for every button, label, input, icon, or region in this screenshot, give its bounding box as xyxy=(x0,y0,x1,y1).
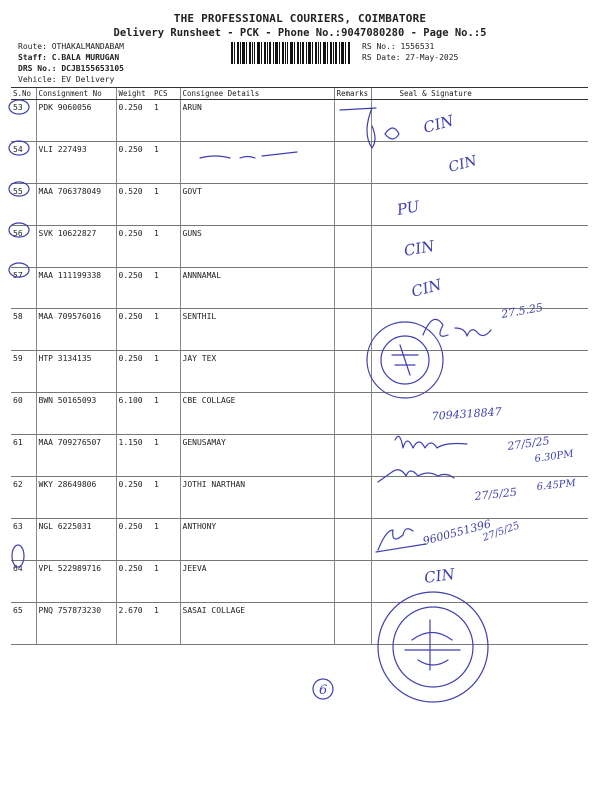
cell-remarks xyxy=(334,518,371,560)
cell-seal-signature xyxy=(371,183,588,225)
table-header-row xyxy=(11,88,588,100)
cell-weight: 0.250 xyxy=(116,560,152,602)
col-consignment-no: Consignment No xyxy=(36,88,116,100)
cell-seal-signature xyxy=(371,602,588,644)
cell-seal-signature xyxy=(371,267,588,309)
table-row xyxy=(11,602,588,644)
cell-sno: 56 xyxy=(11,225,36,267)
cell-weight: 0.250 xyxy=(116,100,152,142)
cell-consignee: JAY TEX xyxy=(180,351,334,393)
cell-consignee: ANNNAMAL xyxy=(180,267,334,309)
col-consignee-details: Consignee Details xyxy=(180,88,334,100)
cell-remarks xyxy=(334,393,371,435)
cell-weight: 0.250 xyxy=(116,351,152,393)
hand-phone-63: 9600551396 xyxy=(421,517,493,548)
cell-pcs: 1 xyxy=(152,435,180,477)
cell-seal-signature xyxy=(371,100,588,142)
rs-no-value: 1556531 xyxy=(400,42,435,51)
cell-sno: 61 xyxy=(11,435,36,477)
cell-remarks xyxy=(334,267,371,309)
cell-remarks xyxy=(334,351,371,393)
table-row xyxy=(11,435,588,477)
staff-line xyxy=(18,53,119,63)
cell-remarks xyxy=(334,225,371,267)
hand-date-61: 27/5/25 xyxy=(506,434,551,453)
cell-consignment-no: PNQ 757873230 xyxy=(36,602,116,644)
table-row xyxy=(11,183,588,225)
staff-label: Staff: xyxy=(18,53,47,62)
cell-remarks xyxy=(334,602,371,644)
cell-pcs: 1 xyxy=(152,351,180,393)
cell-consignee: JEEVA xyxy=(180,560,334,602)
cell-pcs: 1 xyxy=(152,267,180,309)
cell-consignment-no: WKY 28649806 xyxy=(36,477,116,519)
cell-consignment-no: MAA 709576016 xyxy=(36,309,116,351)
hand-cin-4: CIN xyxy=(409,275,444,301)
rs-date-line xyxy=(362,53,458,63)
cell-remarks xyxy=(334,309,371,351)
cell-pcs: 1 xyxy=(152,309,180,351)
cell-weight: 6.100 xyxy=(116,393,152,435)
table-row xyxy=(11,351,588,393)
cell-sno: 58 xyxy=(11,309,36,351)
hand-date-58: 27.5.25 xyxy=(500,300,544,321)
staff-value: C.BALA MURUGAN xyxy=(51,53,120,62)
cell-weight: 0.250 xyxy=(116,518,152,560)
cell-pcs: 1 xyxy=(152,518,180,560)
cell-consignee: GUNS xyxy=(180,225,334,267)
cell-seal-signature xyxy=(371,393,588,435)
rs-date-value: 27-May-2025 xyxy=(405,53,459,62)
cell-weight: 0.250 xyxy=(116,225,152,267)
hand-cin-3: CIN xyxy=(402,236,436,260)
rs-date-label: RS Date: xyxy=(362,53,401,62)
cell-weight: 2.670 xyxy=(116,602,152,644)
cell-remarks xyxy=(334,141,371,183)
col-pcs: PCS xyxy=(152,88,180,100)
cell-remarks xyxy=(334,477,371,519)
cell-sno: 57 xyxy=(11,267,36,309)
cell-pcs: 1 xyxy=(152,560,180,602)
cell-consignment-no: VLI 227493 xyxy=(36,141,116,183)
cell-pcs: 1 xyxy=(152,100,180,142)
rs-no-line xyxy=(362,42,434,52)
col-remarks: Remarks xyxy=(334,88,371,100)
cell-pcs: 1 xyxy=(152,602,180,644)
cell-sno: 53 xyxy=(11,100,36,142)
hand-time-62: 6.45PM xyxy=(536,477,577,493)
cell-consignee: ANTHONY xyxy=(180,518,334,560)
cell-consignment-no: MAA 111199338 xyxy=(36,267,116,309)
cell-remarks xyxy=(334,435,371,477)
hand-page-mark: 6 xyxy=(319,683,328,698)
page-mark-circle xyxy=(313,679,333,699)
cell-consignment-no: BWN 50165093 xyxy=(36,393,116,435)
hand-time-61: 6.30PM xyxy=(533,448,575,465)
cell-seal-signature xyxy=(371,560,588,602)
cell-weight: 1.150 xyxy=(116,435,152,477)
hand-date-63: 27/5/25 xyxy=(481,520,522,544)
cell-weight: 0.250 xyxy=(116,267,152,309)
table-row xyxy=(11,309,588,351)
cell-pcs: 1 xyxy=(152,477,180,519)
cell-sno: 59 xyxy=(11,351,36,393)
runsheet-table xyxy=(11,87,588,645)
hand-cin-2: CIN xyxy=(446,153,479,176)
drs-label: DRS No.: xyxy=(18,64,57,73)
drs-line xyxy=(18,64,124,74)
cell-remarks xyxy=(334,183,371,225)
barcode xyxy=(231,42,351,64)
cell-seal-signature xyxy=(371,351,588,393)
route-value: OTHAKALMANDABAM xyxy=(51,42,124,51)
cell-consignee: GOVT xyxy=(180,183,334,225)
table-row xyxy=(11,477,588,519)
vehicle-label: Vehicle: xyxy=(18,75,57,84)
cell-sno: 60 xyxy=(11,393,36,435)
cell-sno: 55 xyxy=(11,183,36,225)
cell-pcs: 1 xyxy=(152,183,180,225)
table-row xyxy=(11,560,588,602)
table-row xyxy=(11,141,588,183)
cell-sno: 64 xyxy=(11,560,36,602)
cell-seal-signature xyxy=(371,309,588,351)
cell-weight: 0.250 xyxy=(116,141,152,183)
col-seal-signature: Seal & Signature xyxy=(371,88,588,100)
cell-weight: 0.520 xyxy=(116,183,152,225)
table-row xyxy=(11,393,588,435)
cell-consignee: SENTHIL xyxy=(180,309,334,351)
cell-seal-signature xyxy=(371,435,588,477)
cell-consignee: ARUN xyxy=(180,100,334,142)
table-row xyxy=(11,100,588,142)
cell-sno: 63 xyxy=(11,518,36,560)
cell-consignment-no: NGL 6225031 xyxy=(36,518,116,560)
cell-consignment-no: SVK 10622827 xyxy=(36,225,116,267)
cell-sno: 62 xyxy=(11,477,36,519)
rs-no-label: RS No.: xyxy=(362,42,396,51)
route-label: Route: xyxy=(18,42,47,51)
table-row xyxy=(11,267,588,309)
cell-seal-signature xyxy=(371,477,588,519)
cell-consignee: CBE COLLAGE xyxy=(180,393,334,435)
runsheet-subtitle: Delivery Runsheet - PCK - Phone No.:9047080280 - Page No.:5 xyxy=(113,27,487,39)
hand-cin-5: CIN xyxy=(423,564,456,587)
cell-consignee: JOTHI NARTHAN xyxy=(180,477,334,519)
cell-seal-signature xyxy=(371,518,588,560)
cell-sno: 65 xyxy=(11,602,36,644)
col-weight: Weight xyxy=(116,88,152,100)
cell-pcs: 1 xyxy=(152,225,180,267)
cell-seal-signature xyxy=(371,141,588,183)
cell-consignee: GENUSAMAY xyxy=(180,435,334,477)
drs-value: DCJB155653105 xyxy=(61,64,124,73)
vehicle-value: EV Delivery xyxy=(61,75,115,84)
company-title: THE PROFESSIONAL COURIERS, COIMBATORE xyxy=(173,12,427,25)
cell-pcs: 1 xyxy=(152,393,180,435)
cell-consignment-no: MAA 709276507 xyxy=(36,435,116,477)
col-sno: S.No xyxy=(11,88,36,100)
hand-cin-1: CIN xyxy=(421,111,456,137)
table-row xyxy=(11,518,588,560)
cell-pcs: 1 xyxy=(152,141,180,183)
vehicle-line xyxy=(18,75,114,85)
cell-consignee: SASAI COLLAGE xyxy=(180,602,334,644)
hand-phone-60: 7094318847 xyxy=(431,405,503,423)
cell-weight: 0.250 xyxy=(116,477,152,519)
table-row xyxy=(11,225,588,267)
route-line xyxy=(18,42,124,52)
cell-sno: 54 xyxy=(11,141,36,183)
cell-consignment-no: MAA 706378049 xyxy=(36,183,116,225)
hand-pu: PU xyxy=(395,197,421,219)
cell-weight: 0.250 xyxy=(116,309,152,351)
cell-consignment-no: VPL 522989716 xyxy=(36,560,116,602)
cell-consignment-no: PDK 9060056 xyxy=(36,100,116,142)
cell-consignment-no: HTP 3134135 xyxy=(36,351,116,393)
cell-remarks xyxy=(334,560,371,602)
cell-remarks xyxy=(334,100,371,142)
cell-seal-signature xyxy=(371,225,588,267)
hand-date-62: 27/5/25 xyxy=(473,485,518,503)
cell-consignee xyxy=(180,141,334,183)
